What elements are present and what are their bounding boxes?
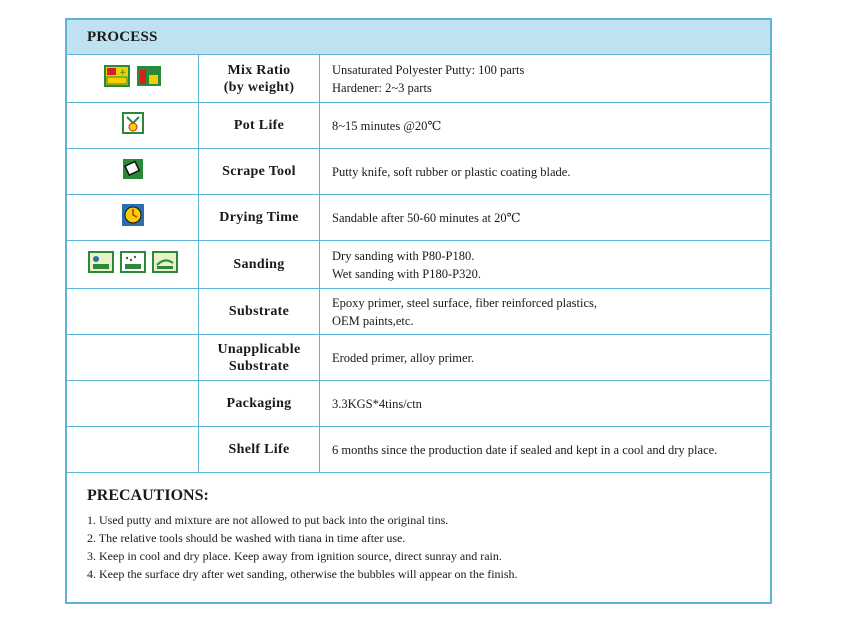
list-item: 1. Used putty and mixture are not allowed to put back into the original tins. [87, 513, 449, 527]
value-line: Eroded primer, alloy primer. [332, 350, 475, 365]
row-label: Sanding [199, 241, 320, 288]
value-line: 8~15 minutes @20℃ [332, 118, 442, 133]
row-unapplicable-substrate [67, 335, 770, 381]
row-value [332, 149, 762, 194]
precautions-title: PRECAUTIONS: [87, 487, 209, 504]
scale-icon [136, 65, 162, 92]
precautions-section [67, 473, 770, 602]
process-title: PROCESS [87, 29, 158, 45]
row-icons [67, 289, 199, 334]
mix-ratio-icon [104, 65, 130, 92]
list-item: 3. Keep in cool and dry place. Keep away from ignition source, direct sunray and rain. [87, 549, 502, 563]
row-label: Shelf Life [199, 427, 320, 472]
value-line: 3.3KGS*4tins/ctn [332, 396, 422, 411]
row-label: Unapplicable Substrate [199, 335, 320, 380]
value-line: Epoxy primer, steel surface, fiber reinforced plastics, [332, 295, 598, 310]
wet-sanding-icon [88, 251, 114, 278]
value-line: OEM paints,etc. [332, 313, 414, 328]
row-label: Packaging [199, 381, 320, 426]
process-panel [65, 18, 772, 604]
row-value [332, 335, 762, 380]
value-line: Wet sanding with P180-P320. [332, 266, 481, 281]
row-value [332, 427, 762, 472]
value-line: Dry sanding with P80-P180. [332, 248, 475, 263]
process-header [67, 20, 770, 55]
row-value [332, 55, 762, 102]
svg-text:+: + [118, 68, 127, 78]
row-label: Pot Life [199, 103, 320, 148]
row-label: Drying Time [199, 195, 320, 240]
row-label: Mix Ratio (by weight) [199, 55, 320, 102]
row-value [332, 195, 762, 240]
row-icons [67, 103, 199, 148]
row-icons [67, 55, 199, 102]
row-icons [67, 427, 199, 472]
value-line: Unsaturated Polyester Putty: 100 parts [332, 62, 525, 77]
pot-life-icon [122, 112, 144, 139]
value-line: Putty knife, soft rubber or plastic coating blade. [332, 164, 571, 179]
row-value [332, 381, 762, 426]
value-line: Hardener: 2~3 parts [332, 80, 432, 95]
precautions-list [87, 511, 518, 583]
row-scrape-tool [67, 149, 770, 195]
row-shelf-life [67, 427, 770, 473]
row-value [332, 103, 762, 148]
row-icons [67, 149, 199, 194]
row-sanding [67, 241, 770, 289]
dry-sanding-icon [120, 251, 146, 278]
clock-icon [121, 203, 145, 232]
row-drying-time [67, 195, 770, 241]
row-packaging [67, 381, 770, 427]
list-item: 2. The relative tools should be washed with tiana in time after use. [87, 531, 406, 545]
row-value [332, 241, 762, 288]
row-icons [67, 381, 199, 426]
row-value [332, 289, 762, 334]
row-label: Substrate [199, 289, 320, 334]
row-pot-life [67, 103, 770, 149]
row-substrate [67, 289, 770, 335]
value-line: 6 months since the production date if sealed and kept in a cool and dry place. [332, 442, 718, 457]
value-line: Sandable after 50-60 minutes at 20℃ [332, 210, 521, 225]
row-icons [67, 241, 199, 288]
list-item: 4. Keep the surface dry after wet sanding, otherwise the bubbles will appear on the finish. [87, 567, 518, 581]
hand-sanding-icon [152, 251, 178, 278]
row-mix-ratio [67, 55, 770, 103]
putty-knife-icon [122, 158, 144, 185]
row-icons [67, 335, 199, 380]
row-label: Scrape Tool [199, 149, 320, 194]
row-icons [67, 195, 199, 240]
